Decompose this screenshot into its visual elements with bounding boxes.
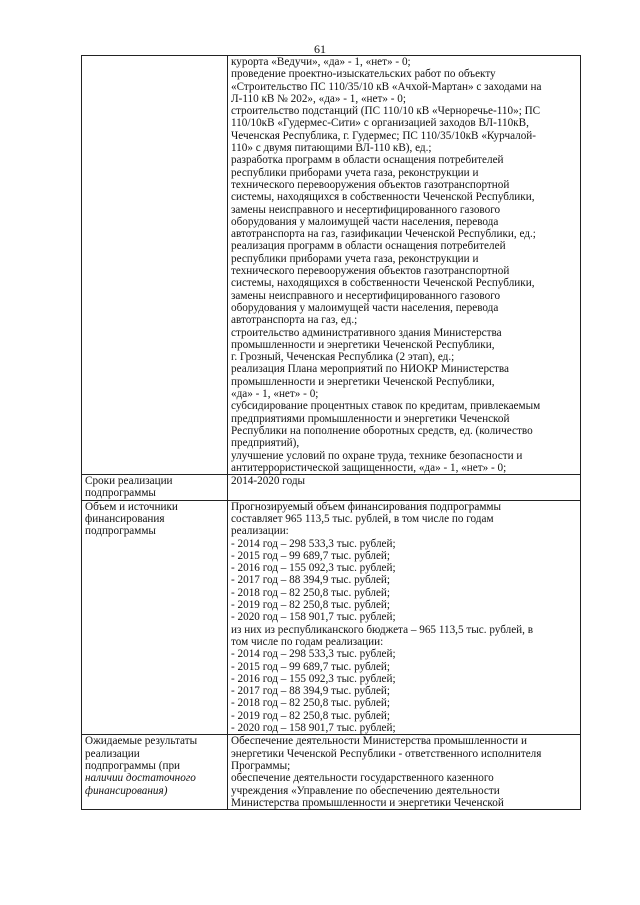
content-line: технического перевооружения объектов газотранспортной [231,265,510,278]
content-line: из них из республиканского бюджета – 965 113,5 тыс. рублей, в [231,623,534,636]
content-line: учреждения «Управление по обеспечению деятельности [231,784,500,797]
content-line: Л-110 кВ № 202», «да» - 1, «нет» - 0; [231,92,407,105]
content-line: - 2020 год – 158 901,7 тыс. рублей; [231,611,396,624]
label-line-italic: финансирования) [85,784,168,797]
row-content-cell [228,475,581,501]
row-label-cell [82,735,228,810]
content-line: - 2017 год – 88 394,9 тыс. рублей; [231,685,391,698]
content-line: Министерства промышленности и энергетики Чеченской [231,796,504,809]
table-row [82,500,581,735]
content-line: замены неисправного и несертифицированного газового [231,203,501,216]
content-line: республики приборами учета газа, реконструкции и [231,166,479,179]
content-line: оборудования у малоимущей части населения, перевода [231,301,499,314]
content-line: «Строительство ПС 110/35/10 кВ «Ачхой-Мартан» с заходами на [231,80,542,93]
content-line: обеспечение деятельности государственного казенного [231,772,494,785]
label-line: Сроки реализации [85,475,173,488]
content-line: 110» с двумя питающими ВЛ-110 кВ), ед.; [231,142,432,155]
label-line: Ожидаемые результаты [85,735,198,748]
content-line: реализация программ в области оснащения потребителей [231,240,506,253]
content-line: системы, находящихся в собственности Чеченской Республики, [231,277,535,290]
label-line: подпрограммы (при [85,759,181,772]
content-line: промышленности и энергетики Чеченской Республики, [231,375,495,388]
content-line: - 2017 год – 88 394,9 тыс. рублей; [231,574,391,587]
content-line: Прогнозируемый объем финансирования подпрограммы [231,500,501,513]
row-content-cell [228,735,581,810]
content-line: «да» - 1, «нет» - 0; [231,388,319,401]
content-line: оборудования у малоимущей части населения, перевода [231,215,499,228]
content-line: реализации: [231,525,289,538]
content-line: энергетики Чеченской Республики - ответственного исполнителя [231,747,542,760]
row-label-cell [82,56,228,475]
row-label-cell [82,500,228,735]
content-line: - 2014 год – 298 533,3 тыс. рублей; [231,648,396,661]
content-line: - 2018 год – 82 250,8 тыс. рублей; [231,586,391,599]
content-line: строительство подстанций (ПС 110/10 кВ «Черноречье-110»; ПС [231,105,541,118]
content-line: Программы; [231,759,291,772]
label-line: подпрограммы [85,525,156,538]
label-line-italic: наличии достаточного [85,772,196,785]
row-content-cell [228,500,581,735]
label-line: реализации [85,747,140,760]
content-line: - 2018 год – 82 250,8 тыс. рублей; [231,697,391,710]
content-line: - 2014 год – 298 533,3 тыс. рублей; [231,537,396,550]
content-line: субсидирование процентных ставок по кредитам, привлекаемым [231,400,541,413]
table-row [82,56,581,475]
content-line: республики приборами учета газа, реконструкции и [231,252,479,265]
content-line: замены неисправного и несертифицированного газового [231,289,501,302]
content-line: 2014-2020 годы [231,475,306,488]
table-row [82,735,581,810]
content-line: Республики на пополнение оборотных средств, ед. (количество [231,424,533,437]
label-line: Объем и источники [85,500,178,513]
content-line: составляет 965 113,5 тыс. рублей, в том числе по годам [231,512,494,525]
content-line: строительство административного здания Министерства [231,326,502,339]
label-line: финансирования [85,512,165,525]
content-line: - 2019 год – 82 250,8 тыс. рублей; [231,709,391,722]
content-line: предприятиями промышленности и энергетики Чеченской [231,412,510,425]
content-line: антитеррористической защищенности, «да» - 1, «нет» - 0; [231,461,507,474]
content-line: - 2015 год – 99 689,7 тыс. рублей; [231,549,391,562]
content-line: предприятий), [231,437,300,450]
content-line: 110/10кВ «Гудермес-Сити» с организацией заходов ВЛ-110кВ, [231,117,529,130]
content-line: г. Грозный, Чеченская Республика (2 этап), ед.; [231,351,455,364]
content-line: - 2015 год – 99 689,7 тыс. рублей; [231,660,391,673]
content-line: автотранспорта на газ, ед.; [231,314,358,327]
content-line: Обеспечение деятельности Министерства промышленности и [231,735,527,748]
content-line: системы, находящихся в собственности Чеченской Республики, [231,191,535,204]
passport-table [81,55,581,810]
row-content-cell [228,56,581,475]
page-number: 61 [314,42,326,56]
content-line: - 2019 год – 82 250,8 тыс. рублей; [231,599,391,612]
content-line: - 2016 год – 155 092,3 тыс. рублей; [231,672,396,685]
content-line: Чеченская Республика, г. Гудермес; ПС 110/35/10кВ «Курчалой- [231,129,537,142]
content-line: автотранспорта на газ, газификации Чеченской Республики, ед.; [231,228,536,241]
label-line: подпрограммы [85,487,156,500]
content-line: улучшение условий по охране труда, технике безопасности и [231,449,523,462]
content-line: технического перевооружения объектов газотранспортной [231,178,510,191]
table-body [82,56,581,810]
table-row [82,475,581,501]
row-label-cell [82,475,228,501]
content-line: промышленности и энергетики Чеченской Республики, [231,338,495,351]
content-line: - 2020 год – 158 901,7 тыс. рублей; [231,722,396,735]
content-line: реализация Плана мероприятий по НИОКР Министерства [231,363,509,376]
content-line: разработка программ в области оснащения потребителей [231,154,504,167]
content-line: - 2016 год – 155 092,3 тыс. рублей; [231,562,396,575]
content-line: курорта «Ведучи», «да» - 1, «нет» - 0; [231,56,411,68]
content-line: проведение проектно-изыскательских работ по объекту [231,68,496,81]
content-line: том числе по годам реализации: [231,635,384,648]
